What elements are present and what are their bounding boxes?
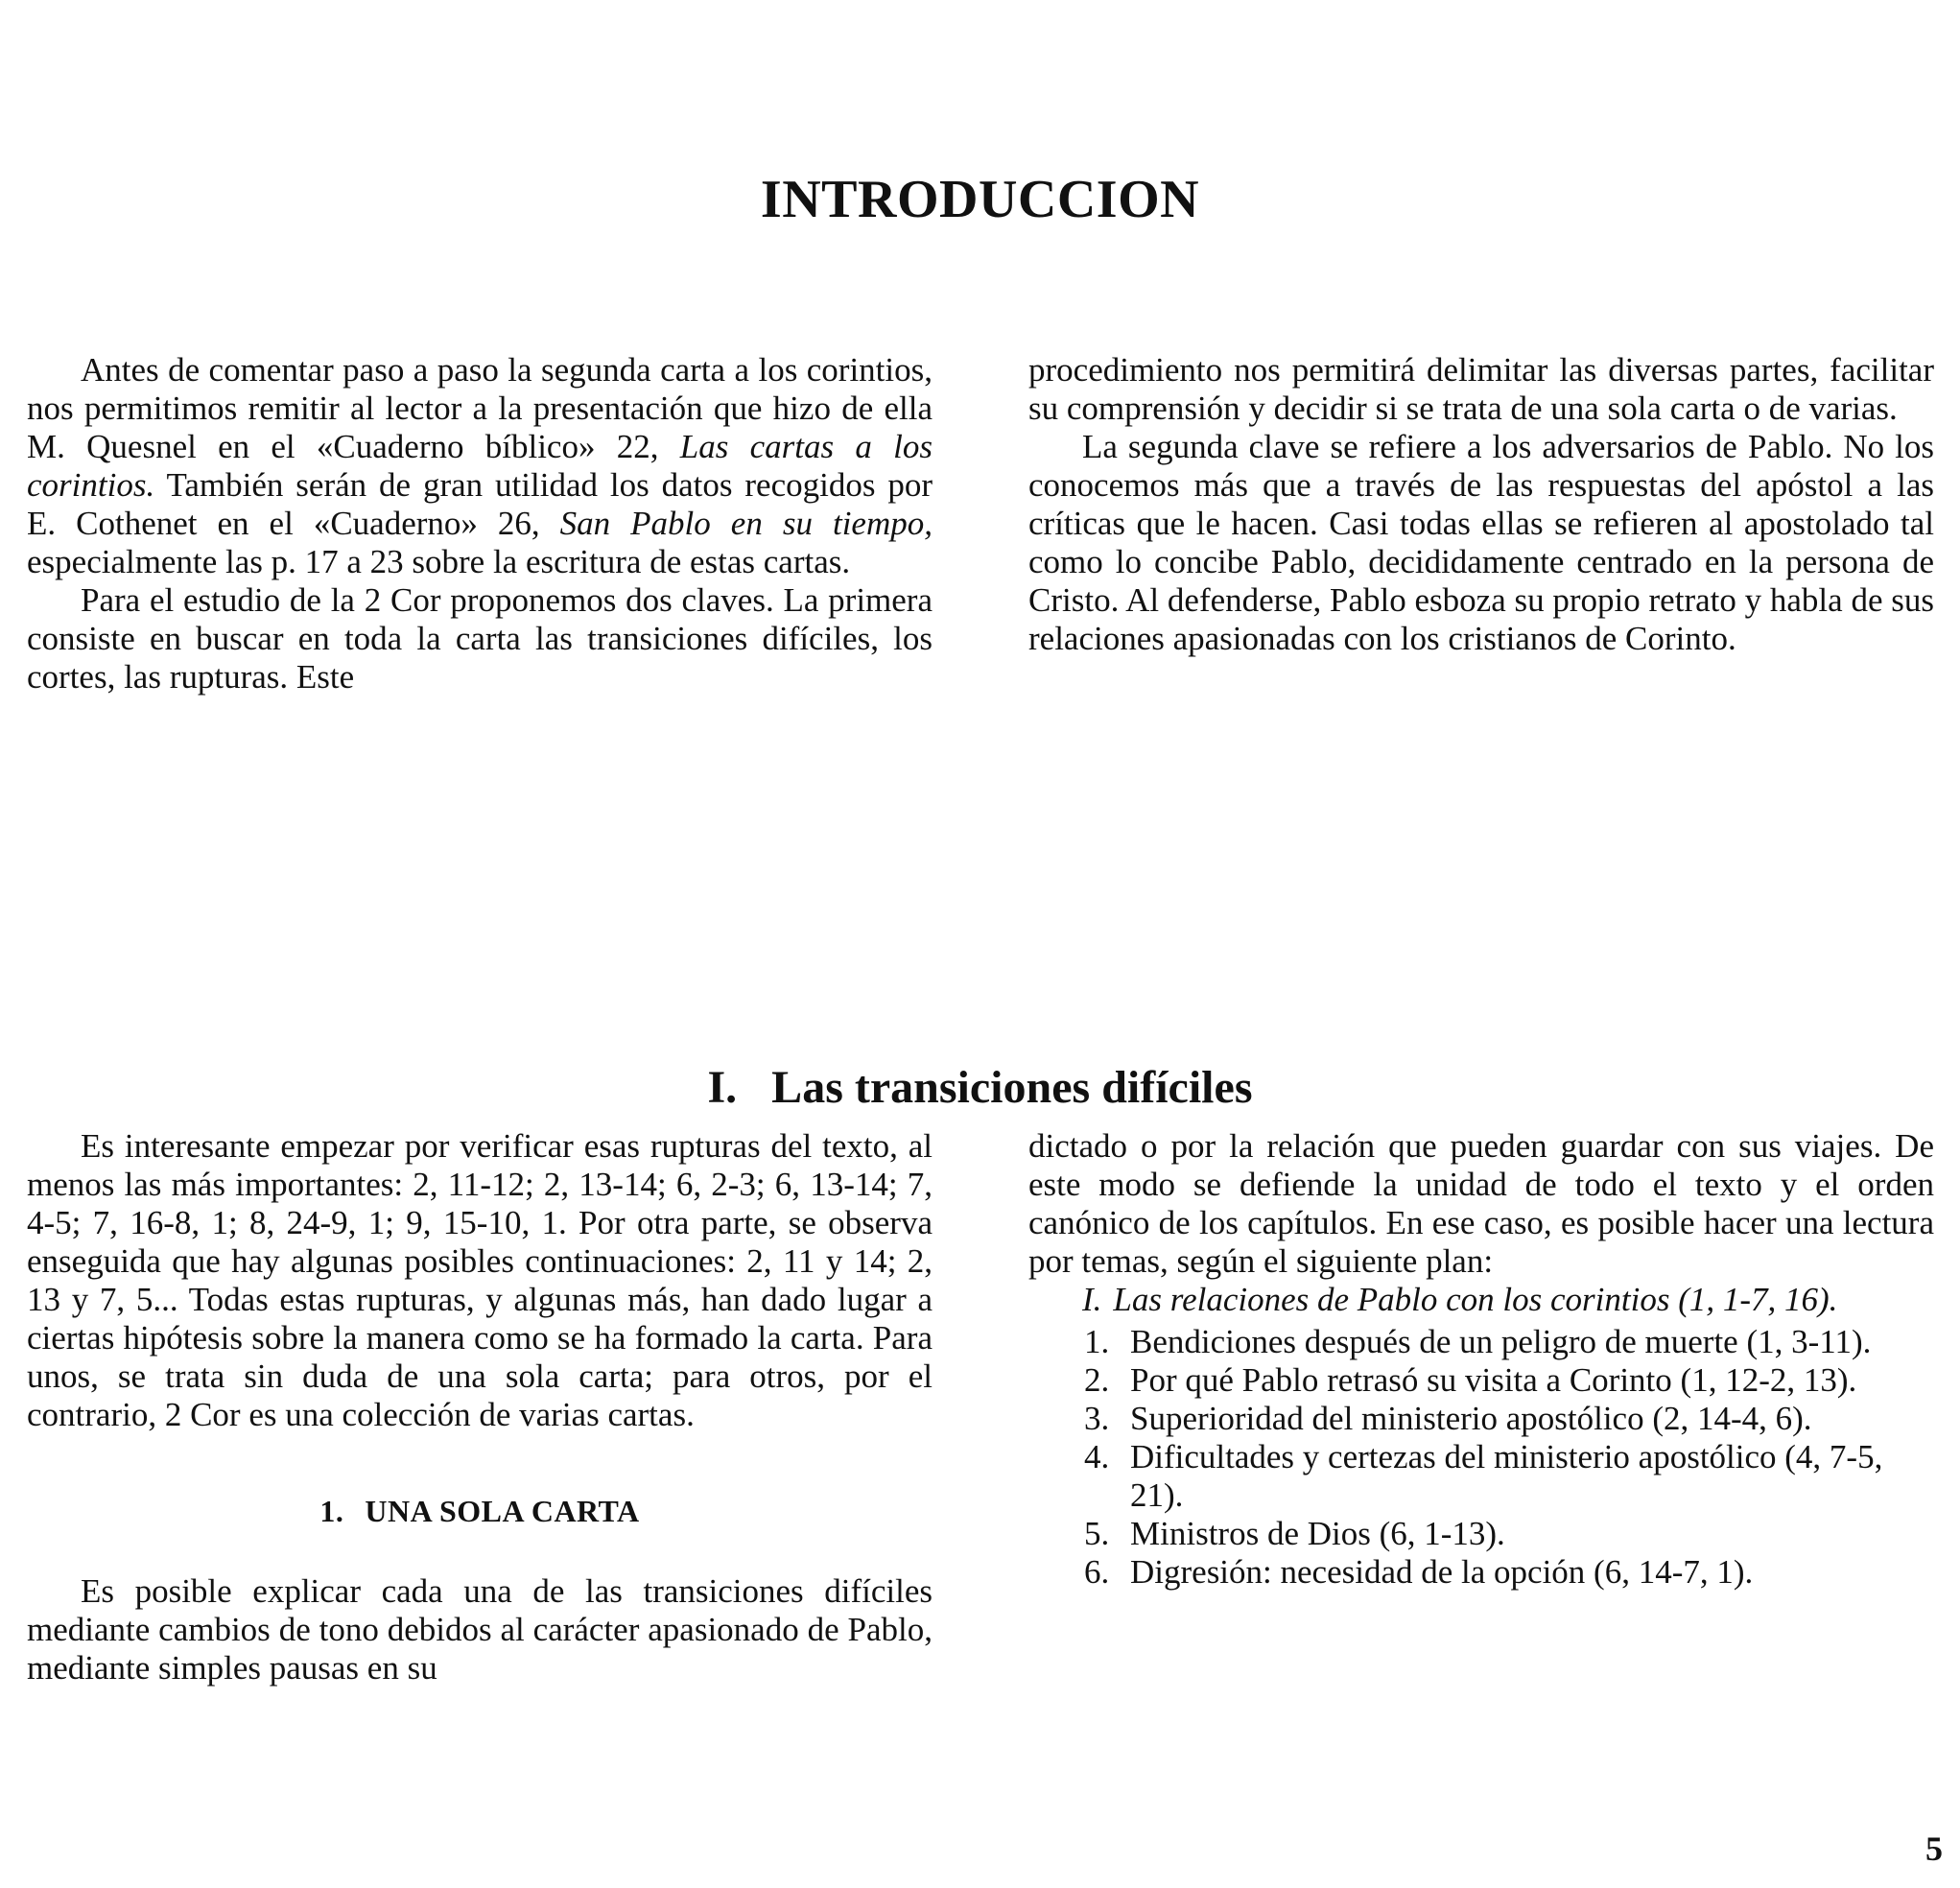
intro-p1-text-a: Antes de comentar paso a paso la segunda carta a los corintios, nos permitimos remitir al lector a la presentación que hizo de ella M. Quesnel en el «Cuaderno bíblico» 22, xyxy=(27,351,933,465)
plan-item-number: 3. xyxy=(1084,1400,1110,1437)
plan-item-text: Ministros de Dios (6, 1-13). xyxy=(1130,1515,1505,1552)
intro-paragraph-1 xyxy=(27,351,933,581)
plan-item-text: Superioridad del ministerio apostólico (2, 14-4, 6). xyxy=(1130,1400,1812,1437)
intro-left-column xyxy=(27,351,933,696)
plan-item-text: Dificultades y certezas del ministerio apostólico (4, 7-5, 21). xyxy=(1130,1438,1883,1514)
book-title-san-pablo: San Pablo en su tiempo, xyxy=(559,505,933,542)
plan-item-text: Bendiciones después de un peligro de muerte (1, 3-11). xyxy=(1130,1323,1872,1360)
plan-number: I. xyxy=(1082,1281,1102,1318)
section-left-column xyxy=(27,1127,933,1687)
subheading-title: UNA SOLA CARTA xyxy=(365,1494,640,1528)
intro-p1-text-e: especialmente las p. 17 a 23 sobre la escritura de estas cartas. xyxy=(27,543,851,580)
section-paragraph-2: Es posible explicar cada una de las transiciones difíciles mediante cambios de tono debidos al carácter apasionado de Pablo, mediante simples pausas en su xyxy=(27,1572,933,1687)
plan-item xyxy=(1028,1400,1934,1438)
intro-paragraph-2: Para el estudio de la 2 Cor proponemos dos claves. La primera consiste en buscar en toda la carta las transiciones difíciles, los cortes, las rupturas. Este xyxy=(27,581,933,696)
section-right-column xyxy=(1028,1127,1934,1592)
plan-title xyxy=(1028,1281,1934,1319)
section-paragraph-1: Es interesante empezar por verificar esas rupturas del texto, al menos las más importantes: 2, 11-12; 2, 13-14; 6, 2-3; 6, 13-14; 7, 4-5; 7, 16-8, 1; 8, 24-9, 1; 9, 15-10, 1. Por otra parte, se observa enseguida que hay algunas posibles continuaciones: 2, 11 y 14; 2, 13 y 7, 5... Todas estas rupturas, y algunas más, han dado lugar a ciertas hipótesis sobre la manera como se ha formado la carta. Para unos, se trata sin duda de una sola carta; para otros, por el contrario, 2 Cor es una colección de varias cartas. xyxy=(27,1127,933,1433)
plan-item-number: 2. xyxy=(1084,1361,1110,1399)
plan-list xyxy=(1028,1323,1934,1592)
section-title: Las transiciones difíciles xyxy=(771,1061,1253,1113)
plan-item-number: 4. xyxy=(1084,1438,1110,1475)
plan-item-number: 5. xyxy=(1084,1515,1110,1552)
section-number: I. xyxy=(707,1061,738,1113)
plan-item-number: 1. xyxy=(1084,1323,1110,1360)
plan-item-number: 6. xyxy=(1084,1553,1110,1591)
plan-item xyxy=(1028,1553,1934,1592)
plan-item-text: Por qué Pablo retrasó su visita a Corinto (1, 12-2, 13). xyxy=(1130,1361,1857,1399)
plan-title-text: Las relaciones de Pablo con los corintios (1, 1-7, 16). xyxy=(1113,1281,1838,1318)
page-title: INTRODUCCION xyxy=(760,169,1200,229)
intro-paragraph-4: La segunda clave se refiere a los adversarios de Pablo. No los conocemos más que a través de las respuestas del apóstol a las críticas que le hacen. Casi todas ellas se refieren al apostolado tal como lo concibe Pablo, decididamente centrado en la persona de Cristo. Al defenderse, Pablo esboza su propio retrato y habla de sus relaciones apasionadas con los cristianos de Corinto. xyxy=(1028,428,1934,657)
book-title-las-cartas: Las cartas a los corintios. xyxy=(27,428,933,504)
intro-paragraph-3: procedimiento nos permitirá delimitar las diversas partes, facilitar su comprensión y decidir si se trata de una sola carta o de varias. xyxy=(1028,351,1934,427)
page-number: 5 xyxy=(1925,1829,1943,1868)
plan-item xyxy=(1028,1361,1934,1400)
section-paragraph-3: dictado o por la relación que pueden guardar con sus viajes. De este modo se defiende la unidad de todo el texto y el orden canónico de los capítulos. En ese caso, es posible hacer una lectura por temas, según el siguiente plan: xyxy=(1028,1127,1934,1280)
plan-item xyxy=(1028,1323,1934,1361)
subheading-number: 1. xyxy=(319,1494,344,1528)
intro-p1-text-c: También serán de gran utilidad los datos recogidos por E. Cothenet en el «Cuaderno» 26, xyxy=(27,466,933,542)
intro-right-column xyxy=(1028,351,1934,658)
plan-item xyxy=(1028,1515,1934,1553)
plan-item xyxy=(1028,1438,1934,1515)
plan-item-text: Digresión: necesidad de la opción (6, 14-7, 1). xyxy=(1130,1553,1754,1591)
section-heading xyxy=(0,1061,1960,1114)
subheading xyxy=(27,1492,933,1530)
